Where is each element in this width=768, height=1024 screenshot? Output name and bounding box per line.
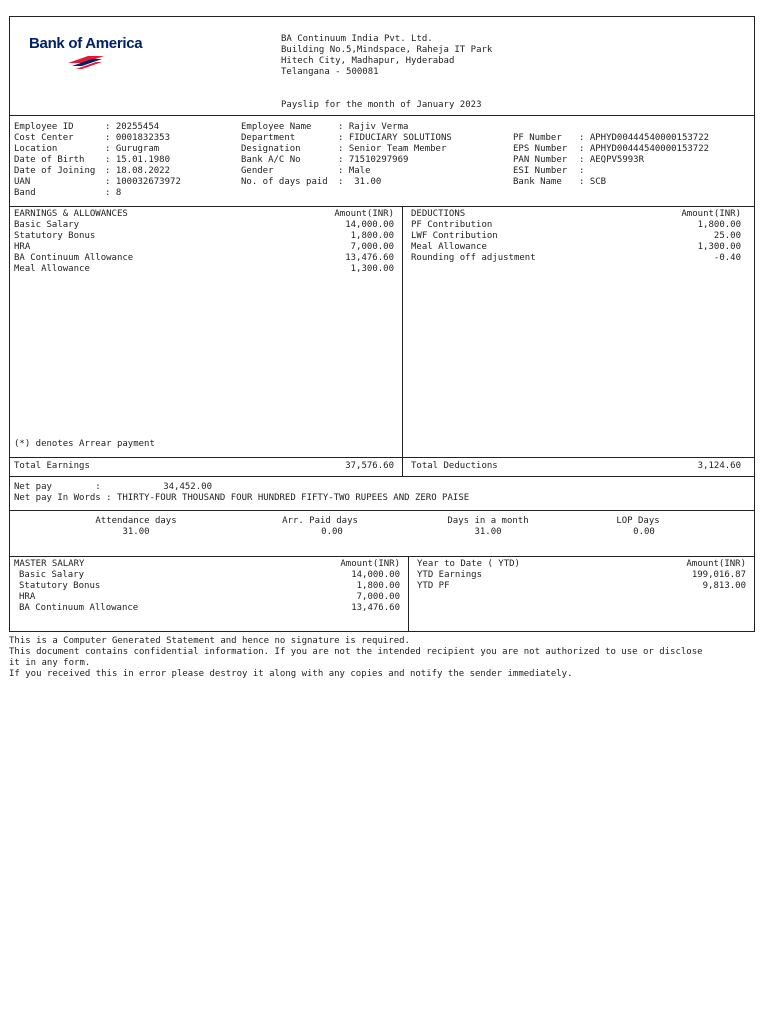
- deduction-name: LWF Contribution: [411, 231, 498, 241]
- emp-value: : Gurugram: [105, 144, 160, 154]
- master-item-name: Statutory Bonus: [19, 581, 101, 591]
- company-address-line-2: Hitech City, Madhapur, Hyderabad: [281, 56, 455, 66]
- deduction-name: PF Contribution: [411, 220, 493, 230]
- footer-line: This is a Computer Generated Statement and hence no signature is required.: [9, 636, 410, 646]
- earning-name: HRA: [14, 242, 31, 252]
- emp-value: : 20255454: [105, 122, 160, 132]
- earning-amount: 13,476.60: [345, 253, 394, 263]
- attendance-label: Arr. Paid days: [282, 516, 358, 526]
- total-earnings-value: 37,576.60: [345, 461, 394, 471]
- divider-attendance: [9, 556, 755, 557]
- emp-value: : 31.00: [338, 177, 382, 187]
- emp-value: :: [579, 166, 585, 176]
- emp-label: Location: [14, 144, 96, 154]
- attendance-label: Days in a month: [447, 516, 529, 526]
- deduction-name: Meal Allowance: [411, 242, 487, 252]
- earning-amount: 1,800.00: [350, 231, 394, 241]
- master-item-name: Basic Salary: [19, 570, 85, 580]
- divider-totals-bottom: [9, 476, 755, 477]
- emp-label: Designation: [241, 144, 334, 154]
- earning-name: BA Continuum Allowance: [14, 253, 134, 263]
- emp-value: : 0001832353: [105, 133, 171, 143]
- footer-line: it in any form.: [9, 658, 91, 668]
- attendance-value: 31.00: [122, 527, 150, 537]
- deduction-amount: 1,800.00: [697, 220, 741, 230]
- emp-value: : 100032673972: [105, 177, 181, 187]
- emp-label: Bank Name: [513, 177, 573, 187]
- emp-label: Gender: [241, 166, 334, 176]
- emp-label: Employee ID: [14, 122, 96, 132]
- earning-amount: 1,300.00: [350, 264, 394, 274]
- ytd-item-name: YTD PF: [417, 581, 450, 591]
- emp-value: : APHYD00444540000153722: [579, 133, 710, 143]
- footer-line: If you received this in error please destroy it along with any copies and notify the sender immediately.: [9, 669, 573, 679]
- earnings-header: EARNINGS & ALLOWANCES: [14, 209, 128, 219]
- ytd-item-amount: 199,016.87: [691, 570, 746, 580]
- divider-netpay: [9, 510, 755, 511]
- net-pay-words: Net pay In Words : THIRTY-FOUR THOUSAND FOUR HUNDRED FIFTY-TWO RUPEES AND ZERO PAISE: [14, 493, 470, 503]
- net-pay-value: 34,452.00: [163, 482, 212, 492]
- emp-label: Date of Birth: [14, 155, 96, 165]
- emp-value: : AEQPV5993R: [579, 155, 645, 165]
- company-name: BA Continuum India Pvt. Ltd.: [281, 34, 433, 44]
- company-address-line-3: Telangana - 500081: [281, 67, 379, 77]
- emp-label: Cost Center: [14, 133, 96, 143]
- ytd-amount-header: Amount(INR): [686, 559, 746, 569]
- master-item-amount: 1,800.00: [356, 581, 400, 591]
- deductions-amount-header: Amount(INR): [681, 209, 741, 219]
- earning-amount: 14,000.00: [345, 220, 394, 230]
- attendance-value: 0.00: [321, 527, 343, 537]
- earning-name: Statutory Bonus: [14, 231, 96, 241]
- earning-name: Basic Salary: [14, 220, 80, 230]
- master-item-amount: 13,476.60: [351, 603, 400, 613]
- divider-header: [9, 115, 755, 116]
- attendance-value: 31.00: [474, 527, 502, 537]
- ytd-header: Year to Date ( YTD): [417, 559, 520, 569]
- emp-label: Bank A/C No: [241, 155, 334, 165]
- divider-employee: [9, 206, 755, 207]
- total-deductions-label: Total Deductions: [411, 461, 498, 471]
- payslip-title: Payslip for the month of January 2023: [281, 100, 482, 110]
- deduction-amount: 25.00: [713, 231, 741, 241]
- master-salary-header: MASTER SALARY: [14, 559, 85, 569]
- deduction-name: Rounding off adjustment: [411, 253, 536, 263]
- bank-flag-icon: [66, 54, 106, 70]
- emp-label: ESI Number: [513, 166, 573, 176]
- emp-value: : FIDUCIARY SOLUTIONS: [338, 133, 452, 143]
- deduction-amount: -0.40: [713, 253, 741, 263]
- total-deductions-value: 3,124.60: [697, 461, 741, 471]
- divider-totals-top: [9, 457, 755, 458]
- emp-label: PF Number: [513, 133, 573, 143]
- master-amount-header: Amount(INR): [340, 559, 400, 569]
- attendance-label: LOP Days: [616, 516, 660, 526]
- emp-label: Band: [14, 188, 96, 198]
- footer-line: This document contains confidential information. If you are not the intended recipient you are not authorized to use or disclose: [9, 647, 703, 657]
- earnings-amount-header: Amount(INR): [334, 209, 394, 219]
- emp-label: Date of Joining: [14, 166, 96, 176]
- total-earnings-label: Total Earnings: [14, 461, 90, 471]
- emp-label: Department: [241, 133, 334, 143]
- master-item-amount: 14,000.00: [351, 570, 400, 580]
- emp-label: Employee Name: [241, 122, 334, 132]
- ytd-item-name: YTD Earnings: [417, 570, 483, 580]
- divider-master-ytd: [408, 556, 409, 632]
- attendance-label: Attendance days: [95, 516, 177, 526]
- emp-label: PAN Number: [513, 155, 573, 165]
- emp-value: : Male: [338, 166, 371, 176]
- earning-name: Meal Allowance: [14, 264, 90, 274]
- emp-value: : 8: [105, 188, 122, 198]
- emp-value: : 15.01.1980: [105, 155, 171, 165]
- deductions-header: DEDUCTIONS: [411, 209, 466, 219]
- net-pay-label: Net pay :: [14, 482, 101, 492]
- company-address-line-1: Building No.5,Mindspace, Raheja IT Park: [281, 45, 493, 55]
- emp-label: UAN: [14, 177, 96, 187]
- emp-value: : Senior Team Member: [338, 144, 447, 154]
- emp-label: EPS Number: [513, 144, 573, 154]
- emp-value: : Rajiv Verma: [338, 122, 409, 132]
- emp-label: No. of days paid: [241, 177, 334, 187]
- master-item-amount: 7,000.00: [356, 592, 400, 602]
- earning-amount: 7,000.00: [350, 242, 394, 252]
- emp-value: : 18.08.2022: [105, 166, 171, 176]
- emp-value: : 71510297969: [338, 155, 409, 165]
- emp-value: : APHYD00444540000153722: [579, 144, 710, 154]
- deduction-amount: 1,300.00: [697, 242, 741, 252]
- master-item-name: HRA: [19, 592, 36, 602]
- emp-value: : SCB: [579, 177, 607, 187]
- ytd-item-amount: 9,813.00: [702, 581, 746, 591]
- master-item-name: BA Continuum Allowance: [19, 603, 139, 613]
- arrear-note: (*) denotes Arrear payment: [14, 439, 155, 449]
- attendance-value: 0.00: [633, 527, 655, 537]
- divider-earn-deduct: [402, 206, 403, 477]
- bank-logo-text: Bank of America: [29, 35, 143, 52]
